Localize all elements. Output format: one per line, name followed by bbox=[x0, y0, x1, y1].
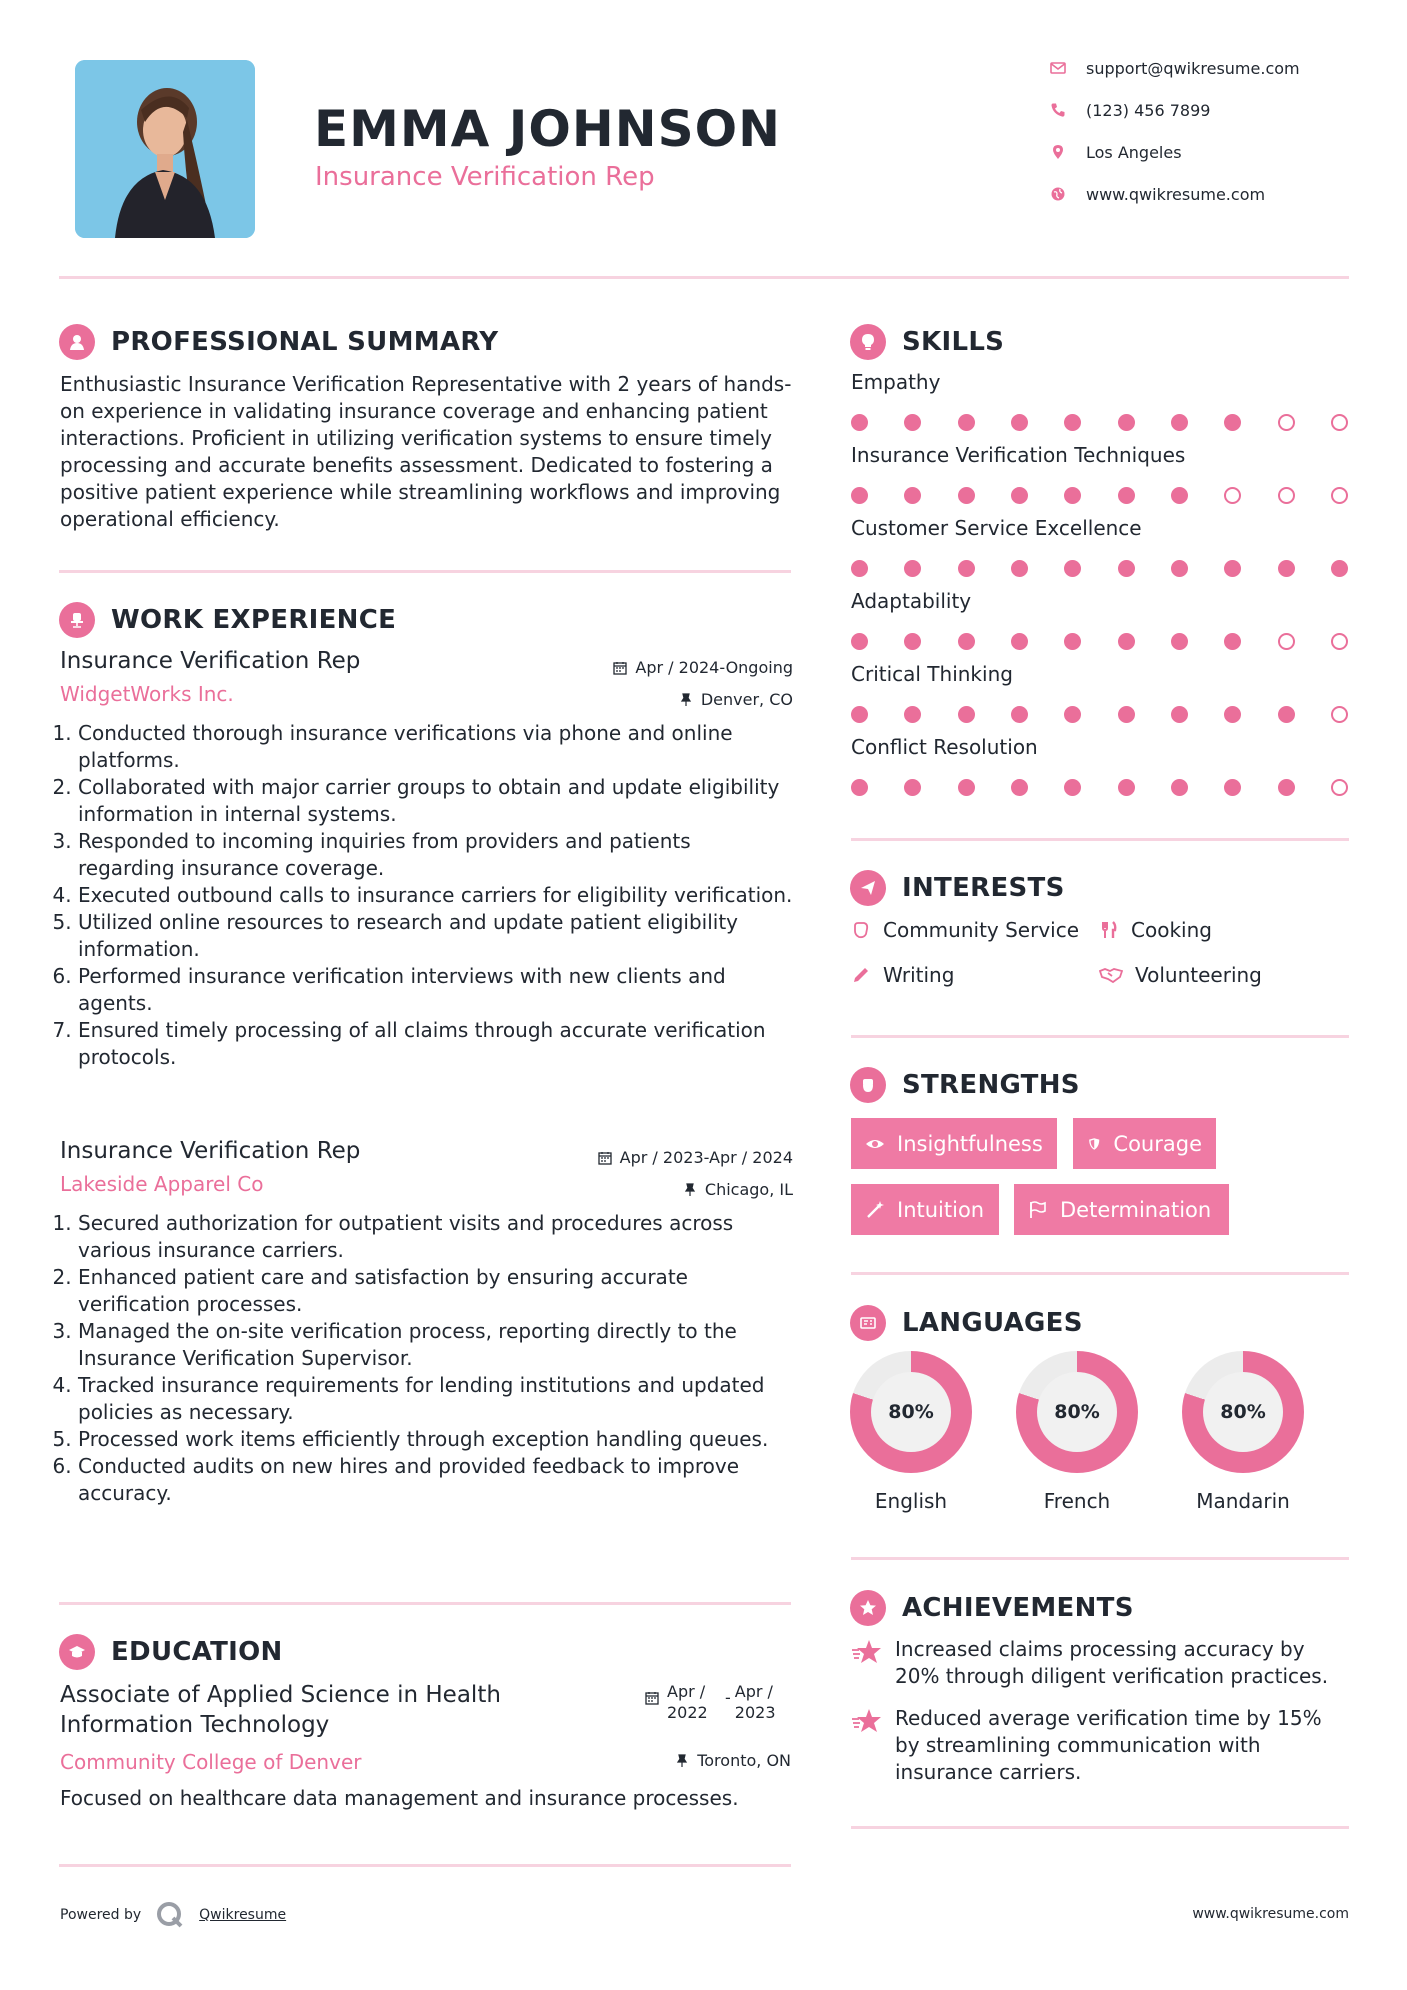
skill-item bbox=[851, 589, 1351, 650]
education-description: Focused on healthcare data management and insurance processes. bbox=[60, 1786, 739, 1810]
header-divider bbox=[59, 276, 1349, 279]
language-progress-ring bbox=[1016, 1351, 1138, 1473]
list-item: 6. Conducted audits on new hires and provided feedback to improve accuracy. bbox=[78, 1453, 793, 1507]
language-english bbox=[850, 1351, 972, 1513]
rating-dot-filled bbox=[958, 560, 975, 577]
rating-dot-filled bbox=[1224, 779, 1241, 796]
language-name: Mandarin bbox=[1196, 1489, 1290, 1513]
strengths-heading bbox=[850, 1066, 1080, 1104]
rating-dot-filled bbox=[958, 633, 975, 650]
language-percent: 80% bbox=[1203, 1372, 1283, 1452]
rating-dot-filled bbox=[1064, 487, 1081, 504]
strength-badge-insightfulness: Insightfulness bbox=[851, 1118, 1057, 1169]
skill-item bbox=[851, 370, 1351, 431]
skill-name: Conflict Resolution bbox=[851, 735, 1038, 759]
rating-dot-filled bbox=[1118, 706, 1135, 723]
job-company: Lakeside Apparel Co bbox=[60, 1172, 264, 1196]
rating-dot-filled bbox=[1011, 487, 1028, 504]
location-text: Los Angeles bbox=[1086, 142, 1182, 162]
list-item: 1. Secured authorization for outpatient visits and procedures across various insurance carriers. bbox=[78, 1210, 793, 1264]
phone-icon bbox=[1050, 102, 1066, 118]
language-icon bbox=[850, 1305, 886, 1341]
skill-rating bbox=[851, 414, 1348, 431]
interest-volunteering: Volunteering bbox=[1099, 963, 1262, 987]
skills-divider bbox=[851, 838, 1349, 841]
skill-rating bbox=[851, 779, 1348, 796]
interest-writing: Writing bbox=[851, 963, 954, 987]
rating-dot-filled bbox=[1118, 633, 1135, 650]
hand-heart-icon bbox=[851, 920, 871, 940]
candidate-name: EMMA JOHNSON bbox=[314, 100, 781, 158]
rating-dot-filled bbox=[851, 560, 868, 577]
rating-dot-filled bbox=[1224, 414, 1241, 431]
skill-rating bbox=[851, 560, 1348, 577]
rating-dot-filled bbox=[1171, 560, 1188, 577]
strengths-divider bbox=[851, 1272, 1349, 1275]
languages-title: LANGUAGES bbox=[902, 1308, 1083, 1338]
rating-dot-filled bbox=[1118, 487, 1135, 504]
skill-item bbox=[851, 443, 1351, 504]
skill-rating bbox=[851, 633, 1348, 650]
eye-icon bbox=[865, 1134, 885, 1154]
summary-divider bbox=[59, 570, 791, 573]
language-name: English bbox=[874, 1489, 948, 1513]
star-icon bbox=[851, 1707, 883, 1735]
rating-dot-filled bbox=[1011, 779, 1028, 796]
pencil-icon bbox=[851, 965, 871, 985]
list-item: 5. Utilized online resources to research and update patient eligibility information. bbox=[78, 909, 793, 963]
skills-title: SKILLS bbox=[902, 327, 1005, 357]
strengths-title: STRENGTHS bbox=[902, 1070, 1080, 1100]
rating-dot-filled bbox=[1224, 706, 1241, 723]
job-location: Denver, CO bbox=[679, 690, 793, 709]
job-bullets bbox=[60, 1210, 793, 1507]
lightbulb-icon bbox=[850, 324, 886, 360]
pin-icon bbox=[683, 1183, 697, 1197]
language-percent: 80% bbox=[871, 1372, 951, 1452]
footer-branding bbox=[60, 1900, 286, 1930]
job-location: Chicago, IL bbox=[683, 1180, 793, 1199]
list-item: 7. Ensured timely processing of all claims through accurate verification protocols. bbox=[78, 1017, 793, 1071]
skills-heading bbox=[850, 323, 1004, 361]
interest-community-service: Community Service bbox=[851, 918, 1079, 942]
language-progress-ring bbox=[1182, 1351, 1304, 1473]
rating-dot-filled bbox=[1118, 779, 1135, 796]
rating-dot-filled bbox=[851, 487, 868, 504]
website-text: www.qwikresume.com bbox=[1086, 184, 1266, 204]
utensils-icon bbox=[1099, 920, 1119, 940]
rating-dot-filled bbox=[1224, 633, 1241, 650]
rating-dot-filled bbox=[1171, 633, 1188, 650]
powered-by-text: Powered by bbox=[60, 1907, 142, 1923]
achievements-title: ACHIEVEMENTS bbox=[902, 1593, 1134, 1623]
skill-item bbox=[851, 735, 1351, 796]
skill-item bbox=[851, 662, 1351, 723]
rating-dot-filled bbox=[958, 414, 975, 431]
rating-dot-filled bbox=[1171, 779, 1188, 796]
list-item: 1. Conducted thorough insurance verifications via phone and online platforms. bbox=[78, 720, 793, 774]
briefcase-chair-icon bbox=[59, 602, 95, 638]
phone-text: (123) 456 7899 bbox=[1086, 100, 1211, 120]
calendar-icon bbox=[598, 1151, 612, 1165]
globe-icon bbox=[1050, 186, 1066, 202]
language-progress-ring bbox=[850, 1351, 972, 1473]
skill-name: Customer Service Excellence bbox=[851, 516, 1142, 540]
rating-dot-filled bbox=[1064, 706, 1081, 723]
rating-dot-filled bbox=[1278, 706, 1295, 723]
list-item: 2. Enhanced patient care and satisfaction by ensuring accurate verification processes. bbox=[78, 1264, 793, 1318]
magic-wand-icon bbox=[865, 1200, 885, 1220]
summary-title: PROFESSIONAL SUMMARY bbox=[111, 327, 499, 357]
rating-dot-filled bbox=[958, 706, 975, 723]
education-dates: Apr / 2022 - Apr / 2023 bbox=[645, 1681, 785, 1723]
languages-divider bbox=[851, 1557, 1349, 1560]
rating-dot-filled bbox=[1278, 560, 1295, 577]
rating-dot-filled bbox=[1171, 706, 1188, 723]
rating-dot-filled bbox=[1011, 560, 1028, 577]
profile-photo bbox=[75, 60, 255, 238]
interests-divider bbox=[851, 1035, 1349, 1038]
rating-dot-filled bbox=[904, 633, 921, 650]
strength-badge-intuition: Intuition bbox=[851, 1184, 999, 1235]
job-dates: Apr / 2023-Apr / 2024 bbox=[598, 1148, 793, 1167]
list-item: 3. Responded to incoming inquiries from providers and patients regarding insurance coverage. bbox=[78, 828, 793, 882]
calendar-icon bbox=[645, 1691, 659, 1705]
list-item: 5. Processed work items efficiently through exception handling queues. bbox=[78, 1426, 793, 1453]
user-icon bbox=[59, 324, 95, 360]
rating-dot-filled bbox=[1011, 706, 1028, 723]
contact-phone[interactable] bbox=[1050, 98, 1210, 122]
strength-badge-courage: Courage bbox=[1073, 1118, 1216, 1169]
qwikresume-logo-icon bbox=[155, 1900, 185, 1930]
experience-divider bbox=[59, 1602, 791, 1605]
rating-dot-filled bbox=[1331, 560, 1348, 577]
education-heading bbox=[59, 1633, 283, 1671]
job-title: Insurance Verification Rep bbox=[60, 648, 361, 674]
candidate-title: Insurance Verification Rep bbox=[315, 162, 655, 192]
achievement-item: Reduced average verification time by 15% by streamlining communication with insurance carriers. bbox=[851, 1705, 1351, 1786]
list-item: 6. Performed insurance verification interviews with new clients and agents. bbox=[78, 963, 793, 1017]
contact-location bbox=[1050, 140, 1182, 164]
rating-dot-empty bbox=[1278, 487, 1295, 504]
skill-rating bbox=[851, 706, 1348, 723]
rating-dot-filled bbox=[1224, 560, 1241, 577]
handshake-icon bbox=[1099, 965, 1123, 985]
rating-dot-filled bbox=[1011, 633, 1028, 650]
rating-dot-empty bbox=[1331, 487, 1348, 504]
email-icon bbox=[1050, 60, 1066, 76]
rating-dot-empty bbox=[1331, 779, 1348, 796]
rating-dot-empty bbox=[1278, 633, 1295, 650]
skill-name: Critical Thinking bbox=[851, 662, 1013, 686]
rating-dot-filled bbox=[1064, 560, 1081, 577]
achievement-item: Increased claims processing accuracy by 20% through diligent verification practices. bbox=[851, 1636, 1351, 1690]
footer-website[interactable]: www.qwikresume.com bbox=[1192, 1906, 1349, 1922]
qwikresume-link[interactable]: Qwikresume bbox=[199, 1907, 287, 1923]
rating-dot-filled bbox=[904, 414, 921, 431]
rating-dot-filled bbox=[904, 706, 921, 723]
rating-dot-filled bbox=[958, 487, 975, 504]
paper-plane-icon bbox=[850, 870, 886, 906]
contact-email[interactable] bbox=[1050, 56, 1300, 80]
skill-item bbox=[851, 516, 1351, 577]
contact-website[interactable] bbox=[1050, 182, 1265, 206]
skill-name: Adaptability bbox=[851, 589, 972, 613]
rating-dot-empty bbox=[1331, 706, 1348, 723]
calendar-icon bbox=[613, 661, 627, 675]
fist-icon bbox=[850, 1067, 886, 1103]
map-pin-icon bbox=[1050, 144, 1066, 160]
school-name: Community College of Denver bbox=[60, 1750, 362, 1774]
language-name: French bbox=[1043, 1489, 1111, 1513]
rating-dot-filled bbox=[1064, 779, 1081, 796]
rating-dot-empty bbox=[1278, 414, 1295, 431]
email-text: support@qwikresume.com bbox=[1086, 58, 1300, 78]
graduation-icon bbox=[59, 1634, 95, 1670]
rating-dot-filled bbox=[1011, 414, 1028, 431]
rating-dot-filled bbox=[851, 633, 868, 650]
experience-heading bbox=[59, 601, 396, 639]
rating-dot-filled bbox=[851, 779, 868, 796]
skill-name: Empathy bbox=[851, 370, 941, 394]
rating-dot-empty bbox=[1224, 487, 1241, 504]
rating-dot-filled bbox=[851, 414, 868, 431]
rating-dot-filled bbox=[1171, 414, 1188, 431]
job-bullets bbox=[60, 720, 793, 1071]
rating-dot-filled bbox=[1118, 414, 1135, 431]
interests-title: INTERESTS bbox=[902, 873, 1065, 903]
rating-dot-filled bbox=[1118, 560, 1135, 577]
summary-heading bbox=[59, 323, 498, 361]
rating-dot-filled bbox=[1064, 633, 1081, 650]
job-dates: Apr / 2024-Ongoing bbox=[613, 658, 793, 677]
list-item: 2. Collaborated with major carrier groups to obtain and update eligibility information in internal systems. bbox=[78, 774, 793, 828]
rating-dot-filled bbox=[1171, 487, 1188, 504]
achievements-divider bbox=[851, 1826, 1349, 1829]
interests-heading bbox=[850, 869, 1065, 907]
rating-dot-filled bbox=[904, 487, 921, 504]
interest-cooking: Cooking bbox=[1099, 918, 1212, 942]
shield-icon bbox=[1087, 1134, 1101, 1154]
flag-icon bbox=[1028, 1200, 1048, 1220]
education-location: Toronto, ON bbox=[675, 1751, 791, 1770]
job-company: WidgetWorks Inc. bbox=[60, 682, 234, 706]
rating-dot-filled bbox=[904, 560, 921, 577]
degree-title: Associate of Applied Science in Health Information Technology bbox=[60, 1682, 501, 1738]
language-french bbox=[1016, 1351, 1138, 1513]
summary-text: Enthusiastic Insurance Verification Representative with 2 years of hands-on experience in validating insurance coverage and enhancing patient interactions. Proficient in utilizing verification systems to ensure timely processing and accurate benefits assessment. Dedicated to fostering a positive patient experience while streamlining workflows and improving operational efficiency. bbox=[60, 372, 792, 531]
star-icon bbox=[851, 1638, 883, 1666]
job-entry bbox=[60, 1138, 793, 1507]
pin-icon bbox=[679, 693, 693, 707]
skill-name: Insurance Verification Techniques bbox=[851, 443, 1186, 467]
rating-dot-filled bbox=[1278, 779, 1295, 796]
skill-rating bbox=[851, 487, 1348, 504]
avatar bbox=[75, 60, 255, 238]
languages-heading bbox=[850, 1304, 1083, 1342]
strength-badge-determination: Determination bbox=[1014, 1184, 1229, 1235]
language-percent: 80% bbox=[1037, 1372, 1117, 1452]
job-title: Insurance Verification Rep bbox=[60, 1138, 361, 1164]
language-mandarin bbox=[1182, 1351, 1304, 1513]
education-divider bbox=[59, 1864, 791, 1867]
list-item: 4. Tracked insurance requirements for lending institutions and updated policies as necessary. bbox=[78, 1372, 793, 1426]
rating-dot-filled bbox=[958, 779, 975, 796]
job-entry bbox=[60, 648, 793, 1071]
achievements-heading bbox=[850, 1589, 1134, 1627]
rating-dot-empty bbox=[1331, 633, 1348, 650]
education-title: EDUCATION bbox=[111, 1637, 283, 1667]
pin-icon bbox=[675, 1754, 689, 1768]
rating-dot-filled bbox=[904, 779, 921, 796]
rating-dot-filled bbox=[1064, 414, 1081, 431]
list-item: 3. Managed the on-site verification process, reporting directly to the Insurance Verification Supervisor. bbox=[78, 1318, 793, 1372]
rating-dot-filled bbox=[851, 706, 868, 723]
star-badge-icon bbox=[850, 1590, 886, 1626]
experience-title: WORK EXPERIENCE bbox=[111, 605, 397, 635]
rating-dot-empty bbox=[1331, 414, 1348, 431]
list-item: 4. Executed outbound calls to insurance carriers for eligibility verification. bbox=[78, 882, 793, 909]
